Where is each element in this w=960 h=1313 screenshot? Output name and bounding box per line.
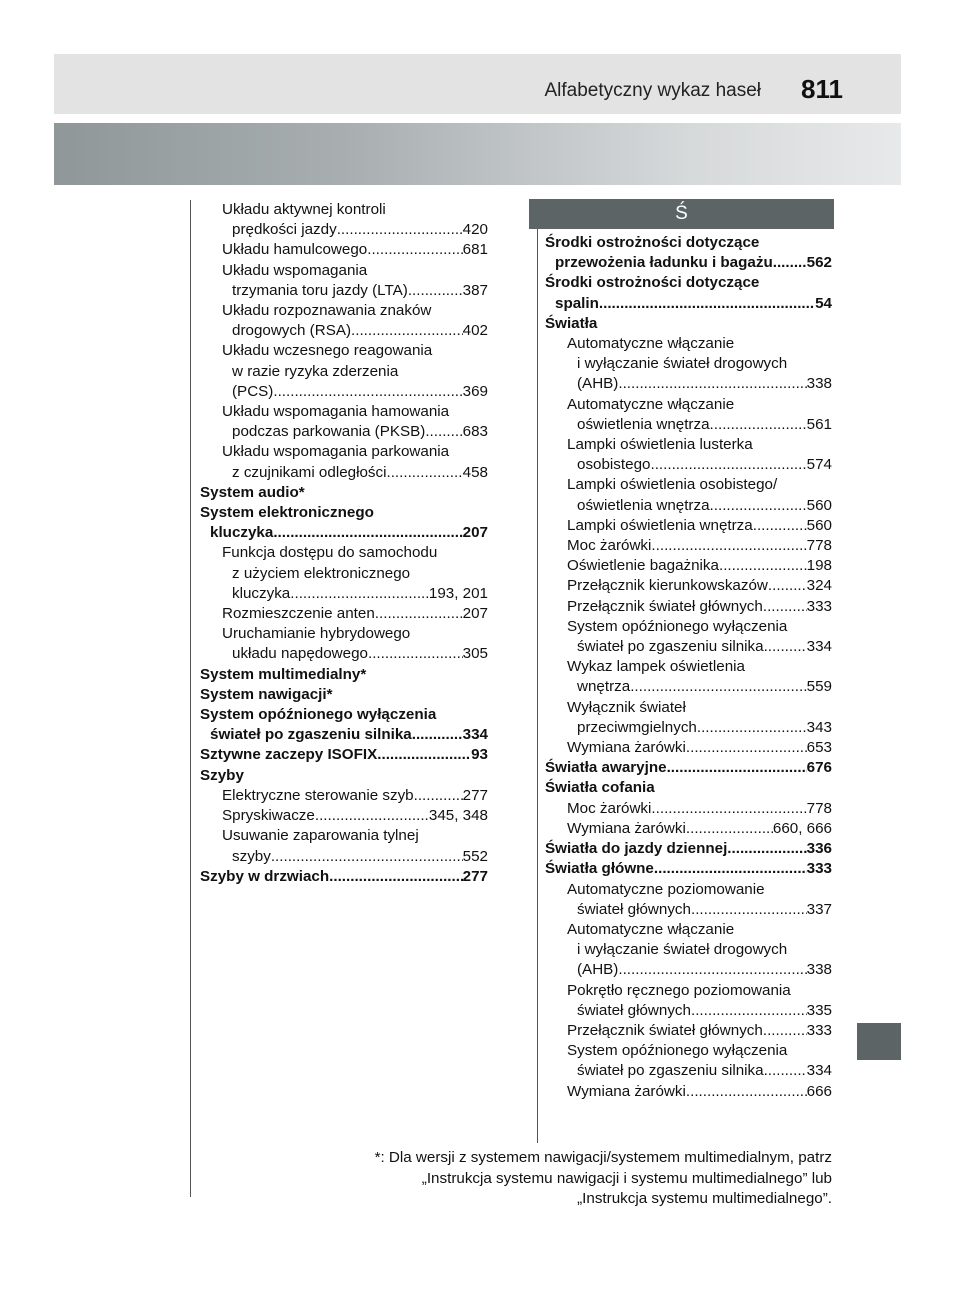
dot-leader — [290, 584, 429, 604]
entry-text: Wymiana żarówki — [567, 1082, 686, 1100]
entry-page-ref: 560 — [806, 496, 832, 514]
dot-leader — [273, 382, 462, 402]
entry-text: drogowych (RSA) — [232, 322, 352, 340]
index-entry — [200, 725, 488, 745]
dot-leader — [412, 725, 463, 745]
entry-text: Automatyczne włączanie — [567, 395, 735, 413]
entry-page-ref: 334 — [806, 1062, 832, 1080]
entry-page-ref: 778 — [806, 799, 832, 817]
index-entry — [200, 705, 488, 725]
dot-leader — [697, 718, 807, 738]
entry-text: Wymiana żarówki — [567, 819, 686, 837]
index-entry — [545, 516, 832, 536]
dot-leader — [408, 281, 463, 301]
index-entry — [545, 536, 832, 556]
index-entry — [545, 253, 832, 273]
dot-leader — [351, 321, 463, 341]
entry-text: Funkcja dostępu do samochodu — [222, 544, 438, 562]
entry-text: świateł głównych — [577, 1001, 691, 1019]
index-entry — [545, 859, 832, 879]
entry-text: Wykaz lampek oświetlenia — [567, 658, 745, 676]
entry-text: Sztywne zaczepy ISOFIX — [200, 746, 378, 764]
index-entry — [545, 415, 832, 435]
index-column-right — [545, 233, 832, 1102]
dot-leader — [650, 455, 806, 475]
entry-text: kluczyka — [210, 524, 274, 542]
entry-text: Układu hamulcowego — [222, 241, 368, 259]
dot-leader — [764, 1061, 807, 1081]
entry-page-ref: 277 — [462, 867, 488, 885]
entry-text: Moc żarówki — [567, 537, 652, 555]
entry-text: Układu aktywnej kontroli — [222, 201, 386, 218]
entry-text: wnętrza — [577, 678, 631, 696]
entry-text: świateł po zgaszeniu silnika — [577, 1062, 764, 1080]
entry-text: oświetlenia wnętrza — [577, 415, 710, 433]
dot-leader — [768, 576, 807, 596]
dot-leader — [686, 738, 807, 758]
dot-leader — [273, 523, 462, 543]
dot-leader — [686, 819, 773, 839]
dot-leader — [710, 496, 807, 516]
index-entry — [200, 543, 488, 563]
index-entry — [200, 261, 488, 281]
entry-text: Układu wspomagania — [222, 261, 368, 279]
column-divider-left — [190, 200, 191, 1197]
entry-text: Elektryczne sterowanie szyb — [222, 786, 414, 804]
index-entry — [545, 435, 832, 455]
index-entry — [545, 314, 832, 334]
entry-text: Automatyczne włączanie — [567, 335, 735, 353]
dot-leader — [719, 556, 807, 576]
entry-text: Pokrętło ręcznego poziomowania — [567, 981, 791, 999]
index-entry — [545, 1082, 832, 1102]
dot-leader — [727, 839, 806, 859]
index-entry — [200, 220, 488, 240]
dot-leader — [386, 463, 462, 483]
entry-text: osobistego — [577, 456, 651, 474]
entry-page-ref: 324 — [806, 577, 832, 595]
dot-leader — [686, 1082, 807, 1102]
entry-page-ref: 562 — [806, 254, 832, 272]
dot-leader — [618, 374, 806, 394]
entry-text: świateł po zgaszeniu silnika — [210, 726, 412, 744]
entry-page-ref: 277 — [462, 786, 488, 804]
entry-text: świateł po zgaszeniu silnika — [577, 638, 764, 656]
thumb-index-tab — [857, 1023, 901, 1060]
index-entry — [545, 233, 832, 253]
index-entry — [200, 422, 488, 442]
index-entry — [200, 685, 488, 705]
index-entry — [200, 564, 488, 584]
index-entry — [545, 758, 832, 778]
dot-leader — [691, 900, 807, 920]
entry-page-ref: 207 — [462, 524, 488, 542]
index-entry — [545, 718, 832, 738]
entry-text: z użyciem elektronicznego — [232, 564, 411, 582]
entry-text: Światła cofania — [545, 779, 655, 797]
index-entry — [545, 455, 832, 475]
entry-text: Przełącznik kierunkowskazów — [567, 577, 768, 595]
index-entry — [200, 604, 488, 624]
index-entry — [200, 362, 488, 382]
dot-leader — [271, 847, 463, 867]
index-entry — [200, 240, 488, 260]
dot-leader — [368, 644, 463, 664]
entry-page-ref: 683 — [462, 423, 488, 441]
entry-text: Lampki oświetlenia lusterka — [567, 436, 753, 454]
index-entry — [545, 839, 832, 859]
dot-leader — [710, 415, 807, 435]
entry-text: Wyłącznik świateł — [567, 698, 686, 716]
entry-page-ref: 338 — [806, 375, 832, 393]
dot-leader — [599, 294, 815, 314]
entry-page-ref: 666 — [806, 1082, 832, 1100]
index-entry — [200, 382, 488, 402]
index-entry — [200, 766, 488, 786]
entry-text: podczas parkowania (PKSB) — [232, 423, 426, 441]
entry-text: oświetlenia wnętrza — [577, 496, 710, 514]
index-entry — [545, 799, 832, 819]
page-header — [54, 54, 901, 114]
entry-page-ref: 337 — [806, 900, 832, 918]
index-entry — [200, 745, 488, 765]
entry-text: kluczyka — [232, 584, 291, 602]
section-letter-header: Ś — [529, 199, 834, 229]
entry-page-ref: 334 — [462, 726, 488, 744]
index-entry — [545, 576, 832, 596]
entry-page-ref: 560 — [806, 516, 832, 534]
entry-page-ref: 338 — [806, 961, 832, 979]
header-gradient-band — [54, 123, 901, 185]
entry-page-ref: 333 — [806, 860, 832, 878]
entry-page-ref: 660, 666 — [772, 819, 832, 837]
entry-page-ref: 335 — [806, 1001, 832, 1019]
dot-leader — [618, 960, 806, 980]
entry-text: i wyłączanie świateł drogowych — [577, 941, 788, 959]
index-entry — [545, 920, 832, 940]
dot-leader — [377, 745, 471, 765]
entry-text: Przełącznik świateł głównych — [567, 597, 763, 615]
entry-text: trzymania toru jazdy (LTA) — [232, 281, 408, 299]
entry-text: (AHB) — [577, 375, 619, 393]
entry-text: Usuwanie zaparowania tylnej — [222, 827, 419, 845]
dot-leader — [763, 597, 807, 617]
header-title: Alfabetyczny wykaz haseł — [544, 80, 761, 101]
entry-text: świateł głównych — [577, 900, 691, 918]
entry-text: Środki ostrożności dotyczące — [545, 234, 760, 251]
entry-page-ref: 778 — [806, 537, 832, 555]
entry-text: System opóźnionego wyłączenia — [567, 617, 788, 635]
entry-text: Światła — [545, 314, 598, 332]
entry-text: System nawigacji* — [200, 685, 333, 703]
entry-text: i wyłączanie świateł drogowych — [577, 355, 788, 373]
index-entry — [545, 981, 832, 1001]
entry-page-ref: 334 — [806, 638, 832, 656]
entry-page-ref: 458 — [462, 463, 488, 481]
index-entry — [200, 826, 488, 846]
entry-page-ref: 559 — [806, 678, 832, 696]
index-entry — [200, 341, 488, 361]
entry-page-ref: 552 — [462, 847, 488, 865]
index-entry — [545, 698, 832, 718]
entry-text: Lampki oświetlenia wnętrza — [567, 516, 753, 534]
entry-text: Przełącznik świateł głównych — [567, 1021, 763, 1039]
index-entry — [200, 847, 488, 867]
index-entry — [200, 624, 488, 644]
entry-page-ref: 333 — [806, 597, 832, 615]
index-entry — [200, 281, 488, 301]
index-entry — [200, 483, 488, 503]
entry-text: Uruchamianie hybrydowego — [222, 625, 411, 643]
entry-text: Środki ostrożności dotyczące — [545, 274, 760, 292]
entry-page-ref: 561 — [806, 415, 832, 433]
dot-leader — [753, 516, 807, 536]
index-entry — [545, 354, 832, 374]
dot-leader — [773, 253, 807, 273]
entry-page-ref: 574 — [806, 456, 832, 474]
entry-text: przewożenia ładunku i bagażu — [555, 254, 773, 272]
entry-page-ref: 420 — [462, 221, 488, 239]
index-entry — [545, 1061, 832, 1081]
entry-text: w razie ryzyka zderzenia — [232, 362, 399, 380]
entry-page-ref: 54 — [815, 294, 832, 312]
entry-page-ref: 207 — [462, 605, 488, 623]
dot-leader — [667, 758, 807, 778]
index-entry — [545, 1001, 832, 1021]
index-entry — [200, 301, 488, 321]
index-entry — [200, 806, 488, 826]
page-number: 811 — [801, 74, 843, 104]
index-entry — [545, 960, 832, 980]
entry-text: System opóźnionego wyłączenia — [567, 1042, 788, 1060]
column-divider-middle — [537, 200, 538, 1143]
index-entry — [545, 1021, 832, 1041]
entry-text: Szyby w drzwiach — [200, 867, 330, 885]
entry-text: Wymiana żarówki — [567, 739, 686, 757]
index-entry — [200, 786, 488, 806]
entry-text: Spryskiwacze — [222, 807, 315, 825]
index-entry — [200, 523, 488, 543]
dot-leader — [691, 1001, 807, 1021]
dot-leader — [315, 806, 429, 826]
entry-text: Układu wspomagania hamowania — [222, 403, 450, 421]
entry-page-ref: 305 — [462, 645, 488, 663]
index-entry — [545, 374, 832, 394]
entry-text: Układu wczesnego reagowania — [222, 342, 433, 360]
index-entry — [200, 867, 488, 887]
index-entry — [200, 442, 488, 462]
entry-text: Rozmieszczenie anten — [222, 605, 375, 623]
entry-text: System elektronicznego — [200, 504, 374, 522]
index-entry — [545, 294, 832, 314]
entry-text: prędkości jazdy — [232, 221, 337, 239]
index-entry — [200, 503, 488, 523]
index-entry — [200, 665, 488, 685]
entry-text: System audio* — [200, 483, 305, 501]
index-entry — [200, 644, 488, 664]
entry-page-ref: 343 — [806, 718, 832, 736]
entry-page-ref: 676 — [806, 759, 832, 777]
index-entry — [545, 819, 832, 839]
footnote-line: „Instrukcja systemu multimedialnego”. — [577, 1190, 832, 1207]
index-column-left — [200, 200, 488, 887]
entry-text: Światła główne — [545, 860, 654, 878]
index-entry — [545, 677, 832, 697]
entry-page-ref: 345, 348 — [428, 807, 488, 825]
index-entry — [545, 395, 832, 415]
entry-text: (PCS) — [232, 382, 274, 400]
index-entry — [545, 940, 832, 960]
index-entry — [200, 584, 488, 604]
index-entry — [545, 273, 832, 293]
entry-text: Automatyczne poziomowanie — [567, 880, 765, 898]
entry-page-ref: 681 — [462, 241, 488, 259]
index-entry — [545, 657, 832, 677]
dot-leader — [425, 422, 462, 442]
entry-text: System multimedialny* — [200, 665, 367, 683]
index-entry — [545, 617, 832, 637]
entry-page-ref: 193, 201 — [428, 584, 488, 602]
footnote-line: „Instrukcja systemu nawigacji i systemu multimedialnego” lub — [421, 1169, 832, 1187]
entry-page-ref: 653 — [806, 739, 832, 757]
index-entry — [200, 402, 488, 422]
index-entry — [545, 778, 832, 798]
dot-leader — [414, 786, 463, 806]
entry-text: układu napędowego — [232, 645, 368, 663]
index-entry — [200, 321, 488, 341]
entry-text: System opóźnionego wyłączenia — [200, 706, 437, 724]
entry-text: Automatyczne włączanie — [567, 920, 735, 938]
footnote-line: *: Dla wersji z systemem nawigacji/systemem multimedialnym, patrz — [374, 1149, 832, 1166]
entry-text: (AHB) — [577, 961, 619, 979]
entry-page-ref: 198 — [806, 557, 832, 575]
entry-text: Światła awaryjne — [545, 759, 667, 777]
dot-leader — [329, 867, 463, 887]
index-entry — [545, 556, 832, 576]
dot-leader — [651, 536, 806, 556]
dot-leader — [375, 604, 463, 624]
index-entry — [545, 496, 832, 516]
entry-text: Oświetlenie bagażnika — [567, 557, 719, 575]
index-entry — [545, 900, 832, 920]
entry-text: Lampki oświetlenia osobistego/ — [567, 476, 778, 494]
index-entry — [545, 475, 832, 495]
entry-text: szyby — [232, 847, 271, 865]
index-entry — [545, 738, 832, 758]
entry-page-ref: 387 — [462, 281, 488, 299]
dot-leader — [764, 637, 807, 657]
index-entry — [200, 200, 488, 220]
index-entry — [545, 597, 832, 617]
entry-text: Układu rozpoznawania znaków — [222, 302, 432, 320]
dot-leader — [763, 1021, 807, 1041]
entry-page-ref: 93 — [471, 746, 488, 764]
entry-text: z czujnikami odległości — [232, 463, 387, 481]
dot-leader — [337, 220, 463, 240]
footnote — [330, 1148, 832, 1210]
entry-text: Światła do jazdy dziennej — [545, 840, 728, 858]
dot-leader — [654, 859, 807, 879]
entry-page-ref: 336 — [806, 840, 832, 858]
entry-page-ref: 402 — [462, 322, 488, 340]
entry-text: spalin — [555, 294, 599, 312]
index-entry — [200, 463, 488, 483]
dot-leader — [651, 799, 806, 819]
dot-leader — [630, 677, 806, 697]
index-entry — [545, 334, 832, 354]
dot-leader — [367, 240, 462, 260]
entry-text: przeciwmgielnych — [577, 718, 697, 736]
index-entry — [545, 1041, 832, 1061]
index-entry — [545, 637, 832, 657]
entry-page-ref: 333 — [806, 1021, 832, 1039]
index-entry — [545, 880, 832, 900]
entry-text: Układu wspomagania parkowania — [222, 443, 450, 461]
entry-page-ref: 369 — [462, 382, 488, 400]
entry-text: Szyby — [200, 766, 244, 784]
entry-text: Moc żarówki — [567, 799, 652, 817]
